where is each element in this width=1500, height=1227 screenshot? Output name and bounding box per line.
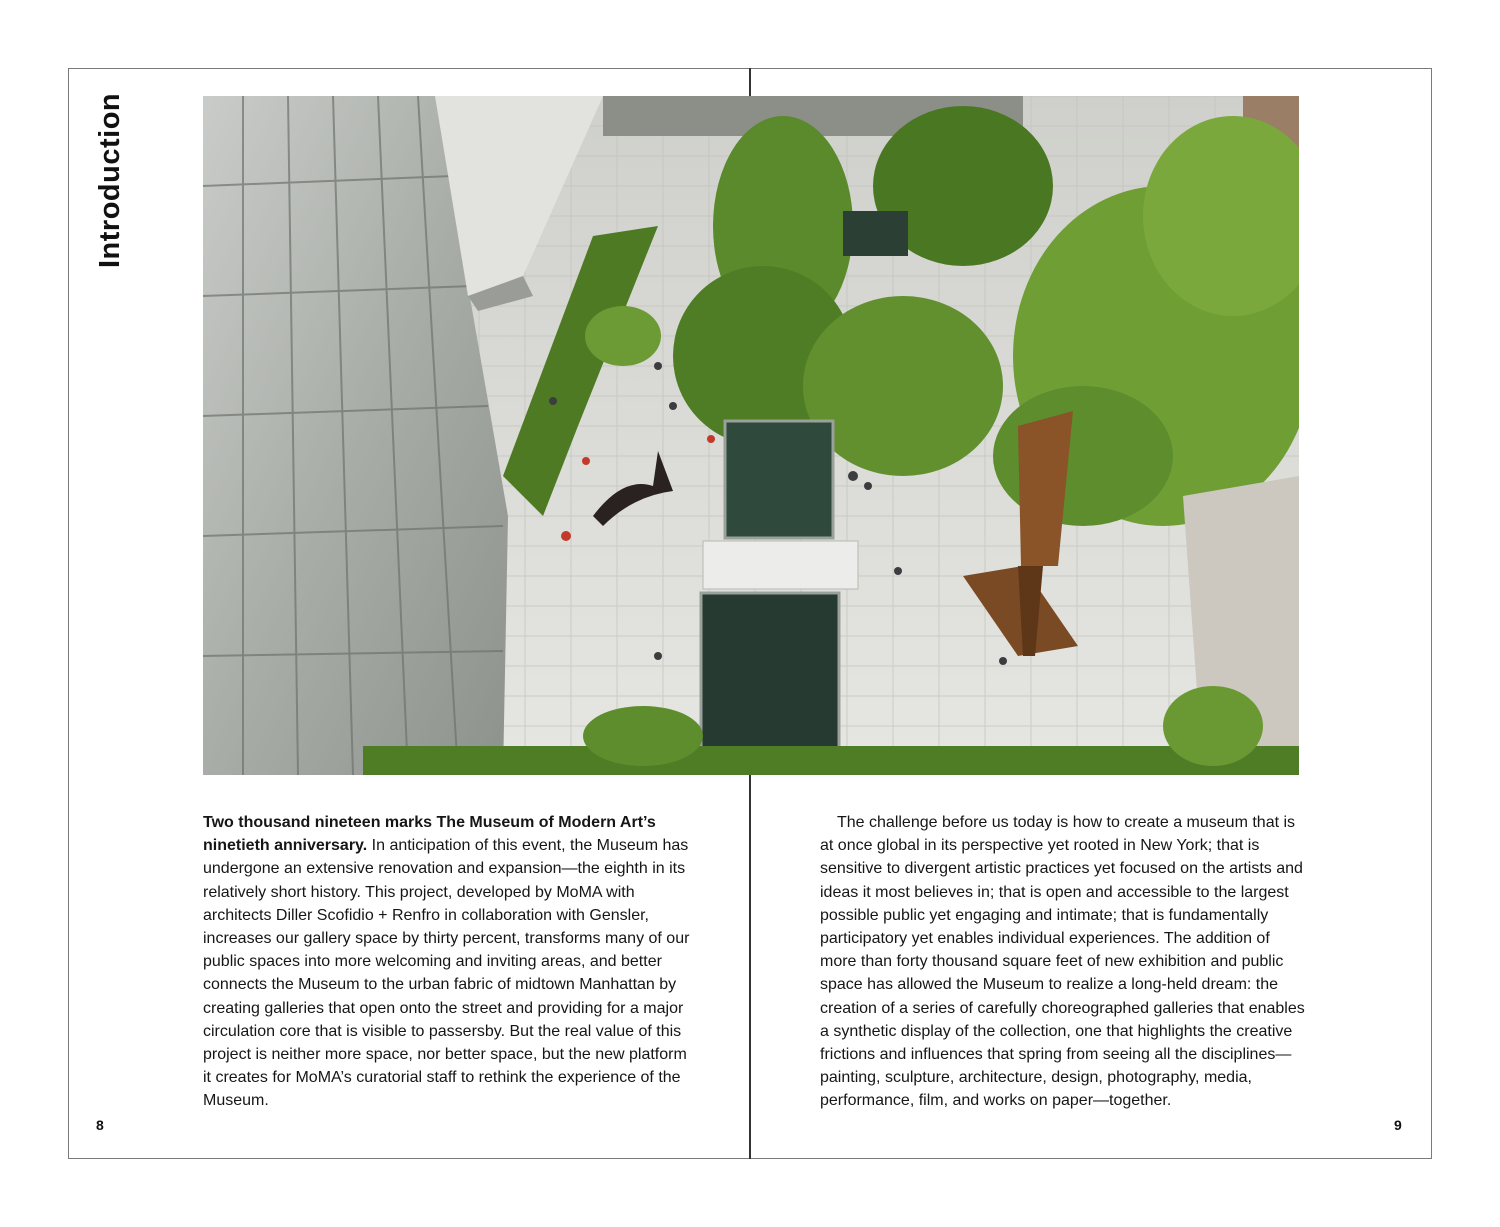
section-title-text: Introduction — [94, 92, 126, 268]
right-column-text — [820, 811, 1310, 1113]
left-column-text — [203, 811, 693, 1113]
left-paragraph — [203, 811, 693, 1113]
left-body-text: In anticipation of this event, the Museum has undergone an extensive renovation and expansion—the eighth in its relatively short history. This project, developed by MoMA with architects Diller Scofidio + Renfro in collaboration with Gensler, increases our gallery space by thirty percent, transforms many of our public spaces into more welcoming and inviting areas, and better connects the Museum to the urban fabric of midtown Manhattan by creating galleries that open onto the street and providing for a major circulation core that is visible to passersby. But the real value of this project is neither more space, nor better space, but the new platform it creates for MoMA’s curatorial staff to rethink the experience of the Museum. — [203, 837, 690, 1110]
right-paragraph: The challenge before us today is how to create a museum that is at once global in its perspective yet rooted in New York; that is sensitive to divergent artistic practices yet focused on the artists and ideas it most believes in; that is open and accessible to the largest possible public yet engaging and intimate; that is fundamentally participatory yet enables individual experiences. The addition of more than forty thousand square feet of new exhibition and public space has allowed the Museum to realize a long-held dream: the creation of a series of carefully choreographed galleries that enables a synthetic display of the collection, one that highlights the creative frictions and influences that spring from seeing all the disciplines—painting, sculpture, architecture, design, photography, media, performance, film, and works on paper—together. — [820, 814, 1305, 1110]
page-number-left: 8 — [96, 1117, 104, 1133]
page-number-right: 9 — [1394, 1117, 1402, 1133]
lead-sentence: Two thousand nineteen marks The Museum of Modern Art’s ninetieth anniversary. — [203, 814, 656, 855]
sculpture-garden-photo — [203, 96, 1299, 775]
